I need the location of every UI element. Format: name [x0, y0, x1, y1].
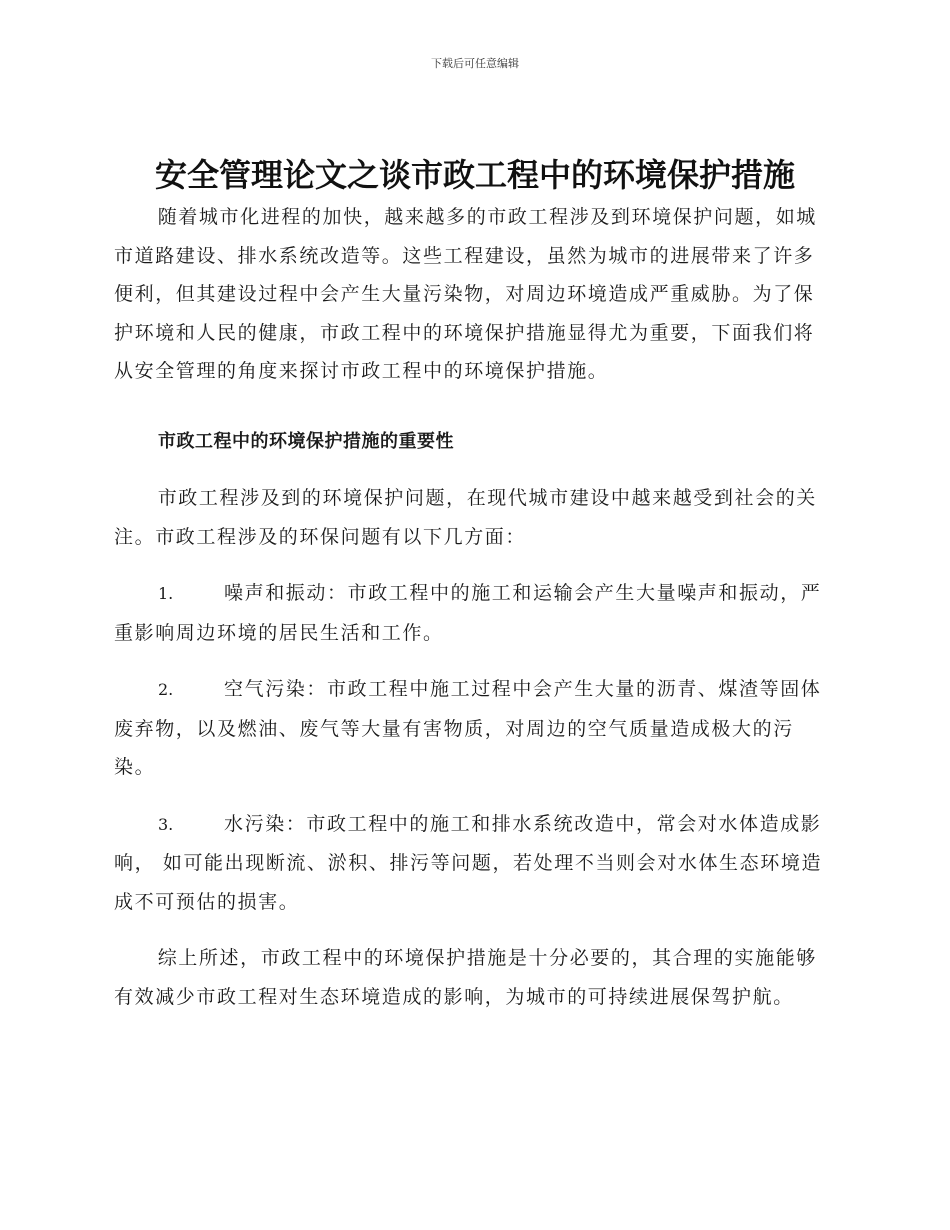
conclusion-paragraph: 综上所述，市政工程中的环境保护措施是十分必要的，其合理的实施能够有效减少市政工程对生态环境造成的影响，为城市的可持续进展保驾护航。 — [114, 947, 817, 1008]
list-item — [114, 574, 834, 652]
spacer — [114, 921, 834, 939]
list-item-number: 3. — [158, 814, 174, 834]
spacer — [114, 391, 834, 409]
list-item-number: 1. — [158, 584, 174, 603]
list-item-text: 空气污染：市政工程中施工过程中会产生大量的沥青、煤渣等固体废弃物，以及燃油、废气等大量有害物质，对周边的空气质量造成极大的污染。 — [114, 678, 822, 778]
list-item-number: 2. — [158, 680, 174, 699]
header-note: 下载后可任意编辑 — [431, 57, 519, 70]
list-item — [114, 670, 834, 787]
intro-paragraph: 随着城市化进程的加快，越来越多的市政工程涉及到环境保护问题，如城市道路建设、排水系统改造等。这些工程建设，虽然为城市的进展带来了许多便利，但其建设过程中会产生大量污染物，对周边环境造成严重威胁。为了保护环境和人民的健康，市政工程中的环境保护措施显得尤为重要，下面我们将从安全管理的角度来探讨市政工程中的环境保护措施。 — [114, 206, 817, 382]
spacer — [114, 787, 834, 805]
document-body — [114, 198, 834, 1016]
spacer — [114, 556, 834, 574]
section-heading: 市政工程中的环境保护措施的重要性 — [158, 430, 454, 452]
spacer — [114, 652, 834, 670]
document-title: 安全管理论文之谈市政工程中的环境保护措施 — [154, 156, 795, 194]
list-item-text: 水污染：市政工程中的施工和排水系统改造中，常会对水体造成影响， 如可能出现断流、淤积、排污等问题，若处理不当则会对水体生态环境造成不可预估的损害。 — [114, 812, 823, 913]
list-item — [114, 805, 834, 922]
section-intro-paragraph: 市政工程涉及到的环境保护问题，在现代城市建设中越来越受到社会的关注。市政工程涉及的环保问题有以下几方面： — [114, 487, 817, 548]
list-item-text: 噪声和振动：市政工程中的施工和运输会产生大量噪声和振动，严重影响周边环境的居民生活和工作。 — [114, 582, 822, 644]
